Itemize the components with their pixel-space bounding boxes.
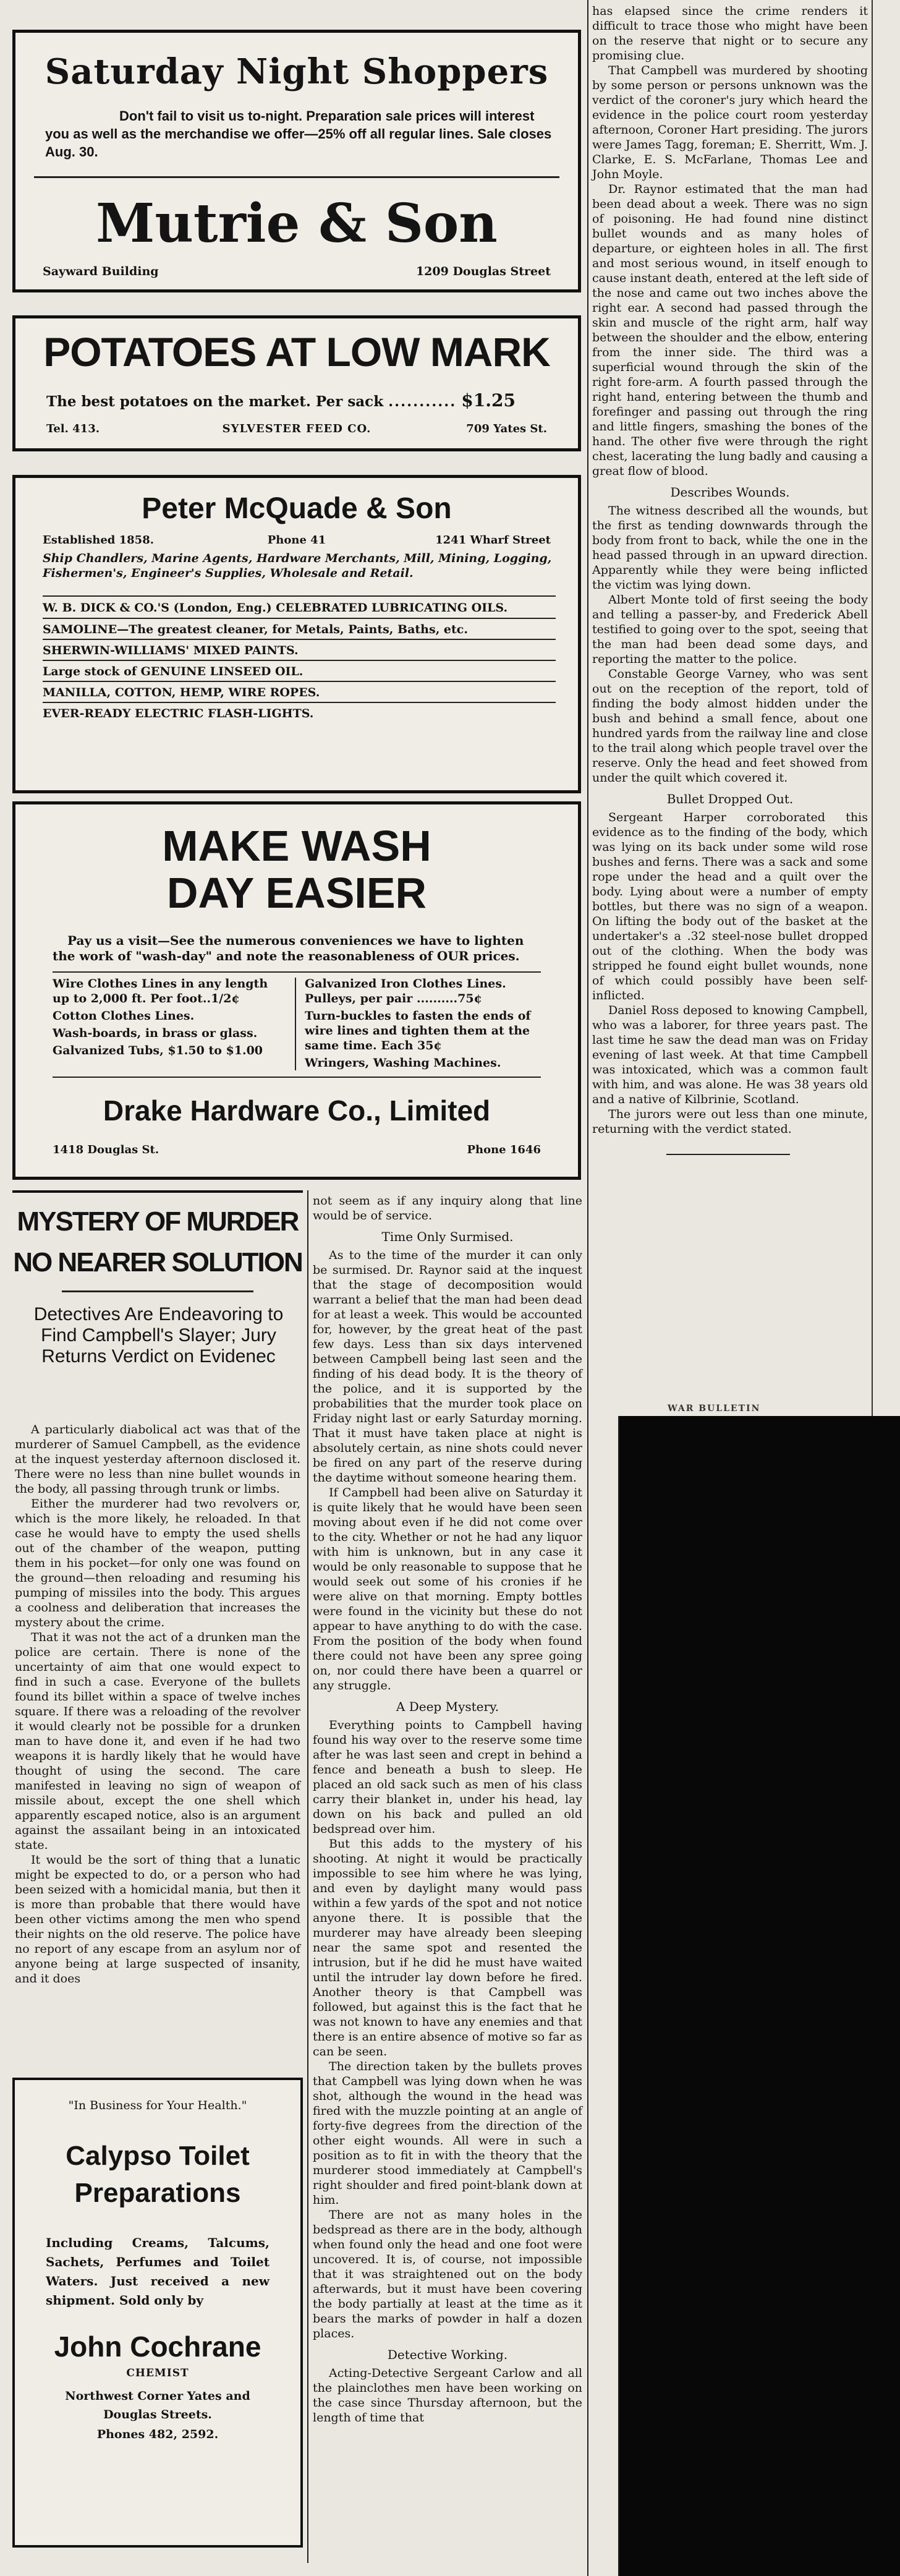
subhead-wounds: Describes Wounds. — [670, 485, 790, 500]
calypso-ad — [12, 2078, 303, 2548]
calypso-name: John Cochrane — [54, 2331, 261, 2363]
paragraph: not seem as if any inquiry along that line would be of service. — [313, 1194, 582, 1222]
bottom-cut-headline: WAR BULLETIN — [668, 1404, 761, 1414]
paragraph: has elapsed since the crime renders it difficult to trace those who might have been on the reserve that night or to secure any promising clue. — [592, 4, 868, 62]
end-rule — [666, 1154, 790, 1155]
adjacent-column-edge — [872, 0, 900, 1416]
article-col3 — [592, 4, 868, 1137]
mcquade-phone: Phone 41 — [267, 534, 326, 547]
headline-1: MYSTERY OF MURDER — [17, 1206, 299, 1237]
mcquade-ad — [12, 475, 581, 793]
paragraph: Daniel Ross deposed to knowing Campbell, who was a laborer, for three years past. The last time he saw the dead man was on Friday evening of last week. At that time Campbell was intoxicated, which was a common fault with him, and was alone. He was 38 years old and a native of Kilbrinie, Scotland. — [592, 1004, 868, 1106]
drake-intro: Pay us a visit—See the numerous conveniences we have to lighten the work of "wash-day" and note the reasonableness of OUR prices. — [53, 933, 524, 963]
potatoes-body-line — [46, 390, 553, 411]
paragraph: That Campbell was murdered by shooting by some person or persons unknown was the verdict of the coroner's jury which heard the evidence in the police court room yesterday afternoon, Coroner Hart presiding. The jurors were James Tagg, foreman; E. Sherritt, Wm. J. Clarke, E. S. McFarlane, Thomas Lee and John Moyle. — [592, 64, 868, 181]
calypso-address-2: Douglas Streets. — [103, 2408, 212, 2421]
drake-left-item: Cotton Clothes Lines. — [53, 1009, 195, 1023]
mcquade-address: 1241 Wharf Street — [435, 534, 551, 547]
drake-right-item: Turn-buckles to fasten the ends of wire lines and tighten them at the same time. Each 35¢ — [305, 1009, 531, 1052]
drake-address: 1418 Douglas St. — [53, 1143, 159, 1156]
mutrie-body: Don't fail to visit us to-night. Preparation sale prices will interest you as well as the merchandise we offer—25% off all regular lines. Sale closes Aug. 30. — [45, 108, 552, 160]
drake-ad — [12, 801, 581, 1180]
black-scan-block — [619, 1416, 900, 2576]
drake-headline-2: DAY EASIER — [166, 869, 427, 917]
calypso-headline-2: Preparations — [74, 2178, 241, 2208]
drake-left-item: Galvanized Tubs, $1.50 to $1.00 — [53, 1044, 263, 1057]
potatoes-price: $1.25 — [461, 390, 516, 411]
mutrie-name: Mutrie & Son — [96, 192, 498, 255]
paragraph: Everything points to Campbell having found his way over to the reserve some time after he was last seen and crept in behind a fence and beneath a bush to sleep. He placed an old sack such as men of his class carry their blanket in, under his head, lay down on his back and pulled an old bedspread over him. — [313, 1718, 582, 1836]
drake-right-item: Wringers, Washing Machines. — [305, 1056, 501, 1070]
calypso-tagline: "In Business for Your Health." — [68, 2099, 247, 2112]
potatoes-body: The best potatoes on the market. Per sack — [46, 393, 384, 410]
mutrie-headline: Saturday Night Shoppers — [45, 51, 549, 92]
paragraph: As to the time of the murder it can only be surmised. Dr. Raynor said at the inquest that the stage of decomposition would warrant a belief that the man had been dead for at least a week. This would be accounted for, however, by the great heat of the past few days. Less than six days intervened between Campbell being last seen and the finding of his dead body. It is the theory of the police, and it is supported by the probabilities that the murder took place on Friday night last or early Saturday morning. That it must have taken place at night is absolutely certain, as nine shots could never be fired on any part of the reserve during the daytime without someone hearing them. — [313, 1248, 582, 1485]
paragraph: Dr. Raynor estimated that the man had been dead about a week. There was no sign of poisoning. He had found nine distinct bullet wounds and as many holes of departure, or eighteen holes in all. The first and most serious wound, in itself enough to cause instant death, entered at the left side of the nose and came out two inches above the right ear. A second had passed through the skin and muscle of the right arm, half way between the shoulder and the elbow, entering from the inner side. The third was a superficial wound through the skin of the right fore-arm. A fourth passed through the right hand, entering between the thumb and forefinger and passing out through the ring and little fingers, smashing the bones of the hand. The other five were through the right chest, lacerating the lung badly and causing a great flow of blood. — [592, 182, 868, 478]
subhead-time: Time Only Surmised. — [381, 1229, 514, 1244]
mcquade-item: SHERWIN-WILLIAMS' MIXED PAINTS. — [43, 639, 556, 660]
paragraph: There are not as many holes in the bedspread as there are in the body, although when found only the head and one foot were uncovered. It is, of course, not impossible that it was straightened out on the body afterwards, but it must have been covering the body partially at least at the time as it bears the marks of powder in half a dozen places. — [313, 2208, 582, 2340]
drake-left-items — [53, 976, 287, 1058]
mcquade-item: MANILLA, COTTON, HEMP, WIRE ROPES. — [43, 681, 556, 702]
paragraph: The witness described all the wounds, but the first as tending downwards through the body from front to back, while the one in the head passed through in an upward direction. Apparently while they were being inflicted the victim was lying down. — [592, 504, 868, 592]
potatoes-ad — [12, 315, 581, 451]
mcquade-item: Large stock of GENUINE LINSEED OIL. — [43, 660, 556, 681]
drake-left-item: Wire Clothes Lines in any length up to 2,000 ft. Per foot..1/2¢ — [53, 977, 268, 1005]
potatoes-headline: POTATOES AT LOW MARK — [43, 329, 550, 375]
subhead-detective: Detective Working. — [387, 2347, 508, 2362]
paragraph: If Campbell had been alive on Saturday it is quite likely that he would have been seen moving about even if he did not come over to the city. Whether or not he had any liquor with him is unknown, but in any case it would be only reasonable to suppose that he would seek out some of his cronies if he were alive on that morning. Empty bottles were found in the vicinity but these do not appear to have anything to do with the case. From the position of the body when found there could not have been any spree going on, nor could there have been a quarrel or any struggle. — [313, 1486, 582, 1692]
column-rule-left — [307, 1190, 308, 2563]
column-rule-right — [587, 0, 588, 2576]
drake-left-item: Wash-boards, in brass or glass. — [53, 1026, 258, 1040]
potatoes-tel: Tel. 413. — [46, 422, 100, 435]
subhead-bullet: Bullet Dropped Out. — [666, 791, 794, 806]
drake-headline-1: MAKE WASH — [162, 822, 431, 870]
mcquade-item: EVER-READY ELECTRIC FLASH-LIGHTS. — [43, 702, 556, 723]
drake-right-items — [305, 976, 541, 1070]
calypso-body: Including Creams, Talcums, Sachets, Perfumes and Toilet Waters. Just received a new shipment. Sold only by — [46, 2235, 270, 2308]
paragraph: That it was not the act of a drunken man the police are certain. There is none of the uncertainty of aim that one would expect to find in such a case. Everyone of the bullets found its billet within a space of twelve inches square. If there was a reloading of the revolver it would clearly not be possible for a drunken man to have done it, and even if he had two weapons it is hardly likely that he would have thought of using the second. The care manifested in leaving no sign of weapon of missile about, except the one shell which apparently escaped notice, also is an argument against the assailant being in an intoxicated state. — [15, 1631, 300, 1852]
drake-rule-bottom — [53, 1077, 541, 1078]
article-col1 — [15, 1422, 300, 1986]
paragraph: Sergeant Harper corroborated this evidence as to the finding of the body, which was lying on its back under some wild rose bushes and ferns. There was a sack and some rope under the head and a quilt over the body. Lying about were a number of empty bottles, but there was no sign of a weapon. On lifting the body out of the basket at the undertaker's a .32 steel-nose bullet dropped out of the clothing. When the body was stripped he found eight bullet wounds, none of which could possibly have been self-inflicted. — [592, 811, 868, 1002]
paragraph: Albert Monte told of first seeing the body and telling a passer-by, and Frederick Abell testified to going over to the spot, seeing that the man had been dead some days, and reporting the matter to the police. — [592, 593, 868, 666]
mcquade-name: Peter McQuade & Son — [142, 492, 452, 525]
article-deck: Detectives Are Endeavoring to Find Campbell's Slayer; Jury Returns Verdict on Evidenec — [33, 1304, 284, 1367]
calypso-headline-1: Calypso Toilet — [66, 2141, 250, 2171]
drake-phone: Phone 1646 — [467, 1143, 541, 1156]
drake-divider — [295, 978, 296, 1070]
drake-name: Drake Hardware Co., Limited — [103, 1094, 491, 1127]
calypso-address-1: Northwest Corner Yates and — [65, 2389, 250, 2403]
mcquade-item: SAMOLINE—The greatest cleaner, for Metals, Paints, Baths, etc. — [43, 618, 556, 639]
mutrie-left: Sayward Building — [43, 265, 159, 278]
potatoes-leader: ........... — [388, 393, 457, 410]
calypso-phones: Phones 482, 2592. — [96, 2428, 219, 2441]
headline-2: NO NEARER SOLUTION — [13, 1247, 302, 1277]
paragraph: The direction taken by the bullets proves that Campbell was lying down when he was shot, although the wound in the head was fired with the muzzle pointing at an angle of forty-five degrees from the direction of the other eight wounds. All were in such a position as to fit in with the theory that the murderer stood immediately at Campbell's right shoulder and fired point-blank down at him. — [313, 2060, 582, 2207]
calypso-title: CHEMIST — [126, 2367, 189, 2379]
header-divider — [62, 1290, 253, 1292]
left-edge-strip — [590, 1416, 619, 2576]
paragraph: It would be the sort of thing that a lunatic might be expected to do, or a person who had been seized with a homicidal mania, but then it is more than probable that there would have been other victims among the men who spend their nights on the old reserve. The police have no report of any escape from an asylum nor of anyone being at large suspected of insanity, and it does — [15, 1853, 300, 1985]
mcquade-established: Established 1858. — [43, 534, 154, 547]
paragraph: Either the murderer had two revolvers or, which is the more likely, he reloaded. In that case he would have to empty the used shells out of the chamber of the weapon, putting them in his pocket—for only one was found on the ground—then reloading and resuming his pumping of missiles into the body. This argues a coolness and deliberation that increases the mystery about the crime. — [15, 1497, 300, 1629]
drake-rule-top — [53, 971, 541, 973]
mutrie-ad — [12, 30, 581, 292]
article-header — [12, 1190, 303, 1401]
mcquade-description: Ship Chandlers, Marine Agents, Hardware Merchants, Mill, Mining, Logging, Fishermen's, Engineer's Supplies, Wholesale and Retail. — [43, 552, 552, 580]
mutrie-right: 1209 Douglas Street — [415, 265, 551, 278]
article-col2 — [313, 1193, 582, 2425]
drake-right-item: Galvanized Iron Clothes Lines. Pulleys, per pair ..........75¢ — [305, 977, 506, 1005]
subhead-mystery: A Deep Mystery. — [396, 1699, 499, 1714]
mcquade-item: W. B. DICK & CO.'S (London, Eng.) CELEBRATED LUBRICATING OILS. — [43, 595, 556, 618]
paragraph: But this adds to the mystery of his shooting. At night it would be practically impossible to see him where he was lying, and even by daylight many would pass within a few yards of the spot and not notice anyone there. It is possible that the murderer may have already been sleeping near the same spot and resented the intrusion, but if he did he must have waited until the intruder lay down before he fired. Another theory is that Campbell was followed, but against this is the fact that he was not known to have any enemies and that there is an entire absence of motive so far as can be seen. — [313, 1837, 582, 2058]
potatoes-company: SYLVESTER FEED CO. — [222, 422, 371, 435]
paragraph: Acting-Detective Sergeant Carlow and all the plainclothes men have been working on the case since Thursday afternoon, but the length of time that — [313, 2366, 582, 2425]
potatoes-address: 709 Yates St. — [466, 422, 547, 435]
paragraph: Constable George Varney, who was sent out on the reception of the report, told of finding the body almost hidden under the bush and behind a small fence, about one hundred yards from the railway line and close to the trail along which people travel over the reserve. Only the head and feet showed from under the quilt which covered it. — [592, 667, 868, 785]
paragraph: A particularly diabolical act was that of the murderer of Samuel Campbell, as the evidence at the inquest yesterday afternoon disclosed it. There were no less than nine bullet wounds in the body, all passing through trunk or limbs. — [15, 1423, 300, 1496]
mutrie-rule — [34, 176, 559, 178]
paragraph: The jurors were out less than one minute, returning with the verdict stated. — [592, 1107, 868, 1136]
mcquade-items — [43, 595, 556, 723]
